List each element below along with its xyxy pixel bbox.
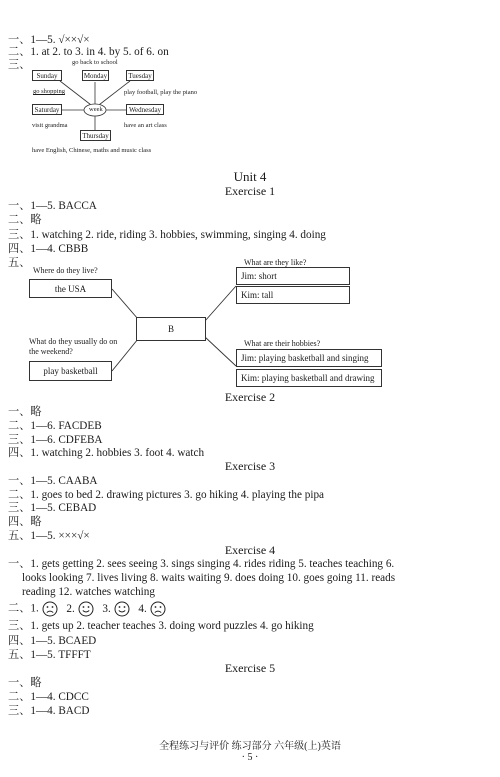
mindmap-monday: Monday <box>83 71 108 80</box>
answer-line: 一、1—5. √××√× <box>8 34 90 46</box>
happy-face-icon <box>114 601 130 617</box>
faces-line <box>8 601 166 617</box>
answer-line: 五、1—5. TFFFT <box>8 649 91 661</box>
question-like: What are they like? <box>244 258 307 267</box>
mindmap-center: week <box>89 106 103 113</box>
answer-line: 四、1. watching 2. hobbies 3. foot 4. watch <box>8 447 205 459</box>
mindmap-label: have English, Chinese, maths and music class <box>32 147 152 154</box>
answer-num: 3. <box>102 602 111 615</box>
happy-face-icon <box>78 601 94 617</box>
answer-line: 三、1. gets up 2. teacher teaches 3. doing word puzzles 4. go hiking <box>8 620 314 632</box>
exercise-title: Exercise 3 <box>224 459 276 473</box>
sad-face-icon <box>150 601 166 617</box>
answer-line: 一、1—5. CAABA <box>8 475 98 487</box>
exercise-title: Exercise 5 <box>224 661 276 675</box>
mindmap-label: go shopping <box>33 88 65 95</box>
center-box: B <box>136 317 206 341</box>
answer-line: 四、1—4. CBBB <box>8 243 89 255</box>
answer-num: 2. <box>66 602 75 615</box>
exercise-title: Exercise 1 <box>224 184 276 198</box>
answer-line: 二、略 <box>8 214 42 226</box>
answer-num: 4. <box>138 602 147 615</box>
jim-hobby-box: Jim: playing basketball and singing <box>236 349 382 367</box>
kim-hobby-box: Kim: playing basketball and drawing <box>236 369 382 387</box>
answer-line: 二、1—4. CDCC <box>8 691 89 703</box>
question-hobbies: What are their hobbies? <box>244 339 321 348</box>
mindmap-thursday: Thursday <box>80 130 111 141</box>
exercise-title: Exercise 2 <box>224 390 276 404</box>
answer-live-box: the USA <box>29 279 112 298</box>
answer-line: 五、1—5. ×××√× <box>8 530 90 542</box>
answer-line: 五、 <box>8 257 31 269</box>
answer-line: 二、1—6. FACDEB <box>8 420 102 432</box>
question-weekend: What do they usually do on the weekend? <box>29 337 118 356</box>
answer-line: 一、略 <box>8 677 42 689</box>
mindmap-label: play football, play the piano <box>124 89 198 96</box>
answer-line: 三、1. watching 2. ride, riding 3. hobbies, swimming, singing 4. doing <box>8 229 326 241</box>
mindmap-label: have an art class <box>124 122 167 129</box>
answer-line: 四、略 <box>8 516 42 528</box>
mindmap-sunday: Sunday <box>32 70 62 81</box>
mindmap-saturday: Saturday <box>32 104 62 115</box>
answer-line: 三、1—6. CDFEBA <box>8 434 103 446</box>
answer-weekend-box: play basketball <box>29 361 112 381</box>
mindmap-label: go back to school <box>72 59 118 66</box>
answer-line: looks looking 7. lives living 8. waits waiting 9. does doing 10. goes going 11. reads <box>22 572 396 584</box>
mindmap-label: visit grandma <box>32 122 68 129</box>
exercise-title: Exercise 4 <box>224 543 276 557</box>
mindmap-wednesday: Wednesday <box>126 104 164 115</box>
answer-line: 二、1. goes to bed 2. drawing pictures 3. go hiking 4. playing the pipa <box>8 489 324 501</box>
answer-line: 四、1—5. BCAED <box>8 635 97 647</box>
sad-face-icon <box>42 601 58 617</box>
answer-line: 三、1—5. CEBAD <box>8 502 97 514</box>
unit-title: Unit 4 <box>233 169 267 184</box>
page-footer: 全程练习与评价 练习部分 六年级(上)英语 <box>159 741 341 752</box>
question-live: Where do they live? <box>33 266 98 275</box>
answer-line: 三、1—4. BACD <box>8 705 90 717</box>
answer-line: 三、 <box>8 59 31 71</box>
jim-like-box: Jim: short <box>236 267 350 285</box>
page-number: · 5 · <box>241 752 259 763</box>
answer-line: 二、1. at 2. to 3. in 4. by 5. of 6. on <box>8 46 169 58</box>
answer-line: reading 12. watches watching <box>22 586 155 598</box>
answer-line: 一、1—5. BACCA <box>8 200 97 212</box>
mindmap-tuesday: Tuesday <box>126 70 154 81</box>
kim-like-box: Kim: tall <box>236 286 350 304</box>
answer-line: 一、1. gets getting 2. sees seeing 3. sings singing 4. rides riding 5. teaches teaching 6. <box>8 558 395 570</box>
answer-line: 一、略 <box>8 406 42 418</box>
answer-num: 二、1. <box>8 602 39 615</box>
